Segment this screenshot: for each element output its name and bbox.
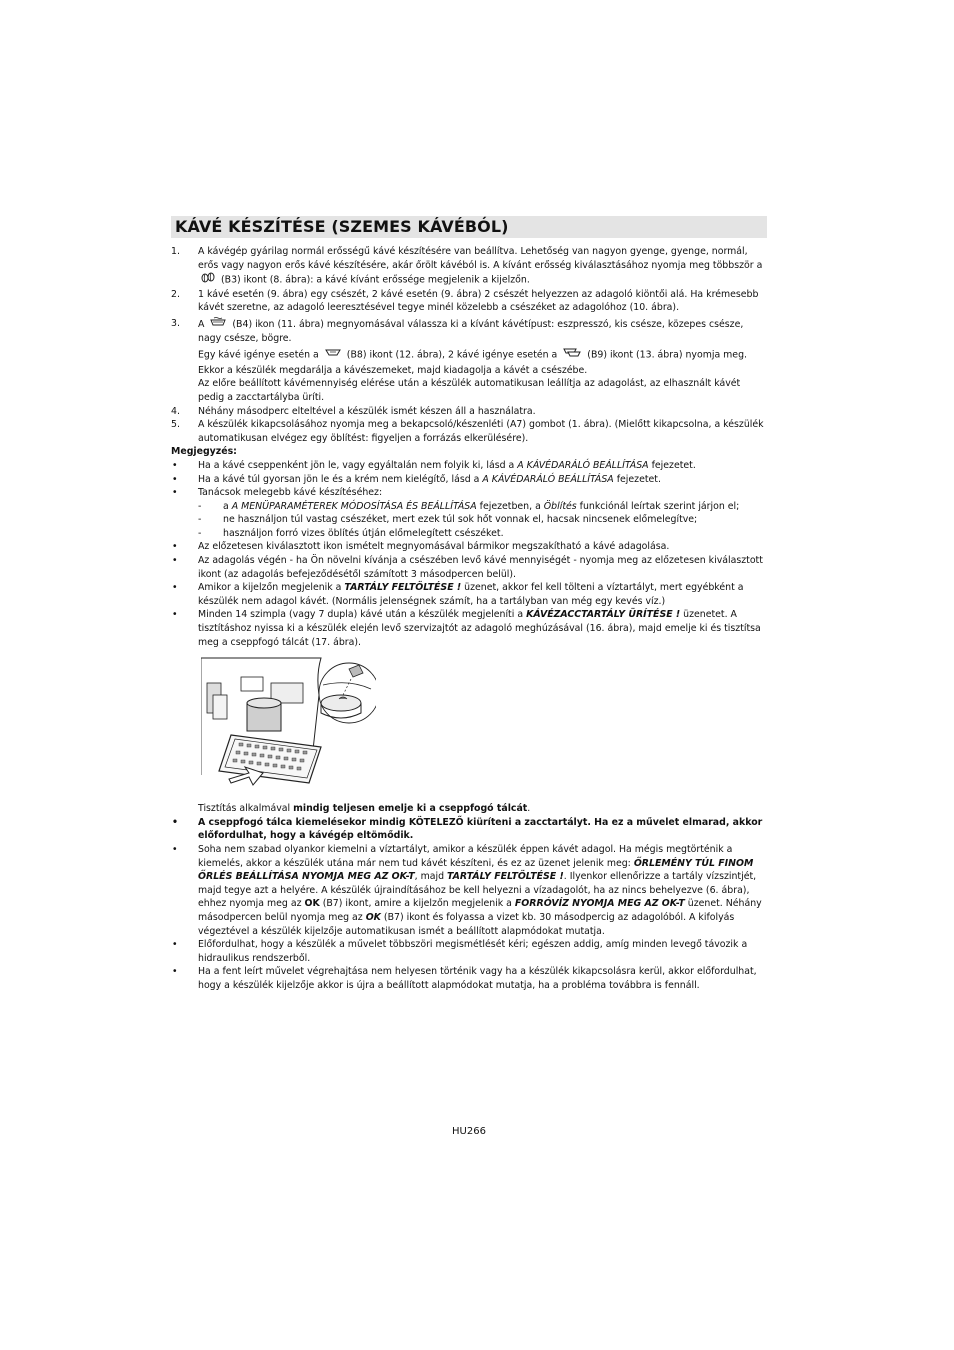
single-cup-icon xyxy=(325,348,341,362)
note-text: , majd xyxy=(414,871,445,883)
step-text: (B4) ikon (11. ábra) megnyomásával válassza ki a kívánt kávétípust: eszpresszó, kis csésze, közepes csésze, nagy csésze, bögre. xyxy=(198,318,744,344)
page-number: HU266 xyxy=(452,1126,486,1137)
illustration-caption xyxy=(171,802,767,816)
caption-emphasis: mindig teljesen emelje ki a cseppfogó tálcát xyxy=(293,803,528,815)
display-message: ŐRLEMÉNY TÚL FINOM ŐRLÉS BEÁLLÍTÁSA NYOMJA MEG AZ OK-T xyxy=(198,857,754,883)
step-text: Néhány másodperc elteltével a készülék ismét készen áll a használatra. xyxy=(198,405,536,417)
chapter-reference: A KÁVÉDARÁLÓ BEÁLLÍTÁSA xyxy=(482,473,614,485)
double-cup-icon xyxy=(563,347,581,363)
step-1 xyxy=(171,245,767,288)
note-text: Soha nem szabad olyankor kiemelni a víztartályt, amikor a készülék éppen kávét adagol. Ha mégis megtörténik a kiemelés, akkor a készülék utána már nem tud kávét készíteni, és ez az üzenet jelenik meg: xyxy=(198,844,733,869)
bullet: • xyxy=(172,459,178,471)
note-item xyxy=(171,608,767,649)
note-text: (B7) ikont és folyassa a vizet kb. 30 másodpercig az adagolóból. A kifolyás végeztével a készülék kijelzője automatikusan ismét a beállított alapmódokat mutatja. xyxy=(198,911,735,937)
dash: - xyxy=(198,500,202,512)
note-item xyxy=(171,554,767,581)
tip-text: használjon forró vizes öblítés útján előmelegített csészéket. xyxy=(223,527,504,539)
note-text: Az adagolás végén - ha Ön növelni kívánja a csészében levő kávé mennyiségét - nyomja meg az előzetesen kiválasztott ikont (az adagolás befejeződésétől számított 3 másodpercen belül). xyxy=(198,555,763,580)
tip-text: fejezetben, a xyxy=(479,500,541,512)
caption-text: Tisztítás alkalmával xyxy=(198,803,291,815)
display-message: TARTÁLY FELTÖLTÉSE ! xyxy=(344,582,462,594)
body-text xyxy=(171,245,767,993)
drip-tray-illustration xyxy=(201,655,376,798)
step-number: 2. xyxy=(171,288,180,300)
chapter-reference: A KÁVÉDARÁLÓ BEÁLLÍTÁSA xyxy=(517,459,649,471)
step-text: A készülék kikapcsolásához nyomja meg a bekapcsoló/készenléti (A7) gombot (1. ábra). (Mielőtt kikapcsolna, a készülék automatikusan elvégez egy öblítést: figyeljen a forrázás elkerülésére). xyxy=(198,419,764,444)
note-item xyxy=(171,459,767,473)
bullet: • xyxy=(172,609,178,621)
cup-selection-icon xyxy=(210,317,226,332)
coffee-beans-icon xyxy=(201,272,215,288)
step-text: (B9) ikont (13. ábra) nyomja meg. xyxy=(587,349,748,361)
note-item xyxy=(171,965,767,992)
function-reference: Öblítés xyxy=(543,500,577,512)
note-text: . Ilyenkor ellenőrizze a tartály vízszintjét, majd tegye azt a helyére. A készülék újraindításához be kell helyezni a vízadagolót, ha az nincs behelyezve (6. ábra), ehhez nyomja meg az xyxy=(198,871,757,910)
step-number: 4. xyxy=(171,405,180,417)
tip-text: a xyxy=(223,500,229,512)
note-text: üzenet. Néhány másodpercen belül nyomja meg az xyxy=(198,898,762,923)
note-text: A cseppfogó tálca kiemelésekor mindig KÖTELEZŐ kiüríteni a zacctartályt. Ha ez a művelet elmarad, akkor előfordulhat, hogy a kávégép eltömődik. xyxy=(198,816,763,842)
note-text: Ha a fent leírt művelet végrehajtása nem helyesen történik vagy ha a készülék kikapcsolásra kerül, akkor előfordulhat, hogy a készülék kijelzője akkor is újra a beállított alapmódokat mutatja, ha a probléma továbbra is fennáll. xyxy=(198,966,757,991)
caption-text: . xyxy=(527,803,531,815)
button-reference: OK xyxy=(304,898,320,910)
tip-item xyxy=(198,500,767,514)
tip-item xyxy=(198,527,767,541)
bullet: • xyxy=(172,473,178,485)
step-text: Ekkor a készülék megdarálja a kávészemeket, majd kiadagolja a kávét a csészébe. xyxy=(198,364,588,376)
step-4 xyxy=(171,405,767,419)
note-text: (B7) ikont, amire a kijelzőn megjelenik a xyxy=(322,898,512,910)
dash: - xyxy=(198,527,202,539)
bullet: • xyxy=(172,816,178,828)
chapter-reference: A MENÜPARAMÉTEREK MÓDOSÍTÁSA ÉS BEÁLLÍTÁSA xyxy=(231,500,477,512)
step-text: 1 kávé esetén (9. ábra) egy csészét, 2 kávé esetén (9. ábra) 2 csészét helyezzen az adagoló kiöntői alá. Ha krémesebb kávét szeretne, az adagoló leeresztésével tegye minél közelebb a csészéket az adagolóhoz (10. ábra). xyxy=(198,288,759,314)
tip-item xyxy=(198,513,767,527)
bullet: • xyxy=(172,487,178,499)
tip-text: funkciónál leírtak szerint járjon el; xyxy=(579,500,740,512)
note-item xyxy=(171,540,767,554)
note-item xyxy=(171,938,767,965)
note-text: Előfordulhat, hogy a készülék a művelet többszöri megismétlését kéri; egészen addig, amíg minden levegő távozik a hidraulikus rendszerből. xyxy=(198,939,748,964)
note-item xyxy=(171,843,767,938)
note-text: Az előzetesen kiválasztott ikon ismételt megnyomásával bármikor megszakítható a kávé adagolása. xyxy=(198,541,670,553)
step-number: 5. xyxy=(171,419,180,431)
bullet: • xyxy=(172,844,178,855)
note-item-warning xyxy=(171,816,767,843)
note-item xyxy=(171,473,767,487)
step-5 xyxy=(171,418,767,445)
note-text: Ha a kávé cseppenként jön le, vagy egyáltalán nem folyik ki, lásd a xyxy=(198,459,515,471)
tip-text: ne használjon túl vastag csészéket, mert ezek túl sok hőt vonnak el, hacsak nincsenek előmelegítve; xyxy=(223,514,698,526)
step-text: Az előre beállított kávémennyiség elérése után a készülék automatikusan leállítja az adagolást, az elhasznált kávét pedig a zacctartályba üríti. xyxy=(198,378,741,403)
step-text: A xyxy=(198,318,205,330)
note-text: fejezetet. xyxy=(651,459,696,471)
note-text: Tanácsok melegebb kávé készítéséhez: xyxy=(198,487,383,499)
bullet: • xyxy=(172,939,178,951)
note-item xyxy=(171,581,767,608)
note-text: Minden 14 szimpla (vagy 7 dupla) kávé után a készülék megjeleníti a xyxy=(198,609,524,621)
step-3 xyxy=(171,317,767,405)
note-heading: Megjegyzés: xyxy=(171,446,237,458)
bullet: • xyxy=(172,541,178,553)
display-message: FORRÓVÍZ NYOMJA MEG AZ OK-T xyxy=(514,898,685,910)
step-text: (B3) ikont (8. ábra): a kávé kívánt erőssége megjelenik a kijelzőn. xyxy=(220,274,530,286)
tips-list xyxy=(198,500,767,541)
step-2 xyxy=(171,288,767,315)
note-text: üzenet, akkor fel kell tölteni a víztartályt, mert egyébként a készülék nem adagol kávét. (Normális jelenségnek számít, ha a tartályban van még egy kevés víz.) xyxy=(198,582,744,607)
note-text: Ha a kávé túl gyorsan jön le és a krém nem kielégítő, lásd a xyxy=(198,473,480,485)
note-text: üzenetet. A tisztításhoz nyissa ki a készülék elején levő szervizajtót az adagoló meghúzásával (16. ábra), majd emelje ki és tisztítsa meg a cseppfogó tálcát (17. ábra). xyxy=(198,609,761,648)
dash: - xyxy=(198,514,202,526)
bullet: • xyxy=(172,966,178,978)
step-text: A kávégép gyárilag normál erősségű kávé készítésére van beállítva. Lehetőség van nagyon gyenge, gyenge, normál, erős vagy nagyon erős kávé készítésére, akár őrölt kávéból is. A kívánt erősség kiválasztásához nyomja meg többször a xyxy=(198,246,763,271)
section-title: KÁVÉ KÉSZÍTÉSE (SZEMES KÁVÉBÓL) xyxy=(175,217,509,236)
bullet: • xyxy=(172,582,178,594)
display-message: KÁVÉZACCTARTÁLY ÜRÍTÉSE ! xyxy=(526,609,681,621)
step-number: 3. xyxy=(171,317,180,329)
button-reference: OK xyxy=(365,911,381,923)
step-text: Egy kávé igénye esetén a xyxy=(198,349,319,361)
note-item xyxy=(171,486,767,540)
display-message: TARTÁLY FELTÖLTÉSE ! xyxy=(447,871,564,883)
bullet: • xyxy=(172,555,178,567)
step-text: (B8) ikont (12. ábra), 2 kávé igénye esetén a xyxy=(346,349,558,361)
step-number: 1. xyxy=(171,246,180,257)
note-text: Amikor a kijelzőn megjelenik a xyxy=(198,582,342,594)
drip-tray-drawing xyxy=(201,655,376,798)
section-title-bar xyxy=(171,216,767,238)
note-text: fejezetet. xyxy=(616,473,661,485)
